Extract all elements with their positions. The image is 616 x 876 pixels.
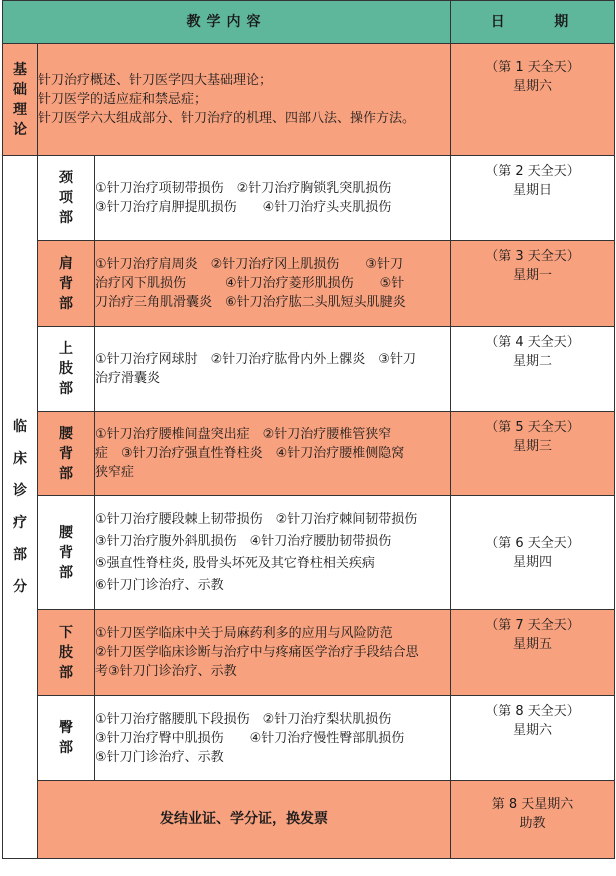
body-part-label: 肩背部 [38,241,95,327]
day-date: （第 4 天全天） 星期二 [451,327,615,412]
clinical-row [3,241,615,327]
treatment-content: ①针刀治疗项韧带损伤 ②针刀治疗胸锁乳突肌损伤 ③针刀治疗肩胛提肌损伤 ④针刀治疗头夹肌损伤 [95,156,451,241]
day-date: （第 7 天全天） 星期五 [451,610,615,696]
basic-theory-line: 针刀治疗概述、针刀医学四大基础理论； [38,73,273,88]
day-date: （第 2 天全天） 星期日 [451,156,615,241]
day-date: （第 8 天全天） 星期六 [451,696,615,781]
basic-theory-section-label: 基础理论 [3,44,38,156]
basic-theory-content [38,44,451,156]
final-row-text: 发结业证、学分证，换发票 [38,781,451,859]
clinical-row [3,156,615,241]
header-row [3,1,615,44]
final-row-date: 第 8 天星期六 助教 [451,781,615,859]
content-header: 教学内容 [3,1,451,44]
day-date: （第 5 天全天） 星期三 [451,412,615,496]
body-part-label: 下肢部 [38,610,95,696]
body-part-label: 腰背部 [38,496,95,610]
treatment-content: ①针刀医学临床中关于局麻药利多的应用与风险防范 ②针刀医学临床诊断与治疗中与疼痛医学治疗手段结合思 考③针刀门诊治疗、示教 [95,610,451,696]
body-part-label: 臀部 [38,696,95,781]
treatment-content: ①针刀治疗肩周炎 ②针刀治疗冈上肌损伤 ③针刀 治疗冈下肌损伤 ④针刀治疗菱形肌损伤 ⑤针 刀治疗三角肌滑囊炎 ⑥针刀治疗肱二头肌短头肌腱炎 [95,241,451,327]
body-part-label: 腰背部 [38,412,95,496]
clinical-row [3,412,615,496]
clinical-row [3,610,615,696]
body-part-label: 颈项部 [38,156,95,241]
treatment-content: ①针刀治疗腰段棘上韧带损伤 ②针刀治疗棘间韧带损伤 ③针刀治疗腹外斜肌损伤 ④针刀治疗腰肋韧带损伤 ⑤强直性脊柱炎, 股骨头坏死及其它脊柱相关疾病 ⑥针刀门诊治疗、示教 [95,496,451,610]
treatment-content: ①针刀治疗腰椎间盘突出症 ②针刀治疗腰椎管狭窄 症 ③针刀治疗强直性脊柱炎 ④针刀治疗腰椎侧隐窝 狭窄症 [95,412,451,496]
day-date: （第 3 天全天） 星期一 [451,241,615,327]
basic-theory-date: （第 1 天全天） 星期六 [451,44,615,156]
clinical-row [3,327,615,412]
body-part-label: 上肢部 [38,327,95,412]
course-schedule-table [2,0,615,859]
clinical-row [3,496,615,610]
basic-theory-row [3,44,615,156]
day-date: （第 6 天全天） 星期四 [451,496,615,610]
basic-theory-line: 针刀医学六大组成部分、针刀治疗的机理、四部八法、操作方法。 [38,111,416,126]
basic-theory-line: 针刀医学的适应症和禁忌症； [38,92,208,107]
clinical-row [3,696,615,781]
clinical-section-label: 临床诊疗部分 [3,156,38,859]
treatment-content: ①针刀治疗髂腰肌下段损伤 ②针刀治疗梨状肌损伤 ③针刀治疗臀中肌损伤 ④针刀治疗慢性臀部肌损伤 ⑤针刀门诊治疗、示教 [95,696,451,781]
final-row [3,781,615,859]
treatment-content: ①针刀治疗网球肘 ②针刀治疗肱骨内外上髁炎 ③针刀 治疗滑囊炎 [95,327,451,412]
date-header: 日 期 [451,1,615,44]
